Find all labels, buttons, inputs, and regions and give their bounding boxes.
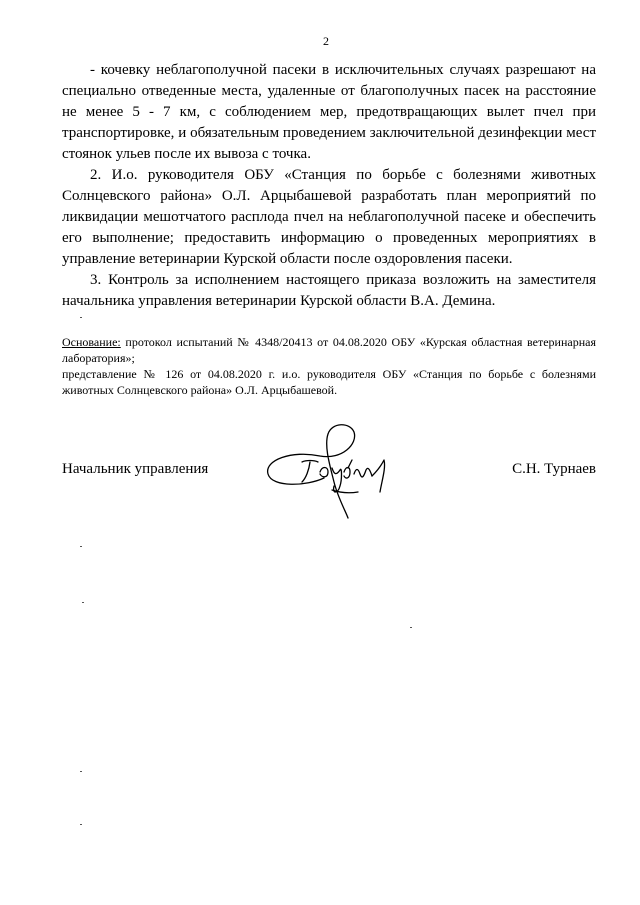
basis-label: Основание: bbox=[62, 335, 121, 349]
basis-submission: представление № 126 от 04.08.2020 г. и.о. руководителя ОБУ «Станция по борьбе с болезнями животных Солнцевского района» О.Л. Арцыбашевой. bbox=[62, 367, 596, 397]
scan-speck bbox=[80, 317, 82, 318]
signatory-name: С.Н. Турнаев bbox=[512, 461, 596, 477]
paragraph-control: 3. Контроль за исполнением настоящего приказа возложить на заместителя начальника управления ветеринарии Курской области В.А. Демина. bbox=[62, 272, 596, 309]
scan-speck bbox=[82, 602, 84, 603]
paragraph-nomadic-apiary: - кочевку неблагополучной пасеки в исключительных случаях разрешают на специально отведенные места, удаленные от благополучных пасек на расстояние не менее 5 - 7 км, с соблюдением мер, предотвращающих вылет пчел при транспортировке, и обязательным проведением заключительной дезинфекции мест стоянок ульев после их вывоза с точка. bbox=[62, 62, 596, 162]
paragraph-station-head-order: 2. И.о. руководителя ОБУ «Станция по борьбе с болезнями животных Солнцевского района» О.Л. Арцыбашевой разработать план мероприятий по ликвидации мешотчатого расплода пчел на неблагополучной пасеке и обеспечить его выполнение; предоставить информацию о проведенных мероприятиях в управление ветеринарии Курской области после оздоровления пасеки. bbox=[62, 167, 596, 267]
scan-speck bbox=[410, 627, 412, 628]
document-body bbox=[62, 60, 596, 312]
scan-speck bbox=[80, 824, 82, 825]
basis-protocol bbox=[62, 334, 596, 366]
handwritten-signature bbox=[262, 420, 394, 520]
scan-speck bbox=[80, 771, 82, 772]
signatory-title: Начальник управления bbox=[62, 461, 209, 477]
basis-block bbox=[62, 334, 596, 398]
scan-speck bbox=[80, 546, 82, 547]
basis-protocol-text: протокол испытаний № 4348/20413 от 04.08.2020 ОБУ «Курская областная ветеринарная лаборатория»; bbox=[62, 335, 596, 365]
page-number: 2 bbox=[323, 34, 329, 48]
